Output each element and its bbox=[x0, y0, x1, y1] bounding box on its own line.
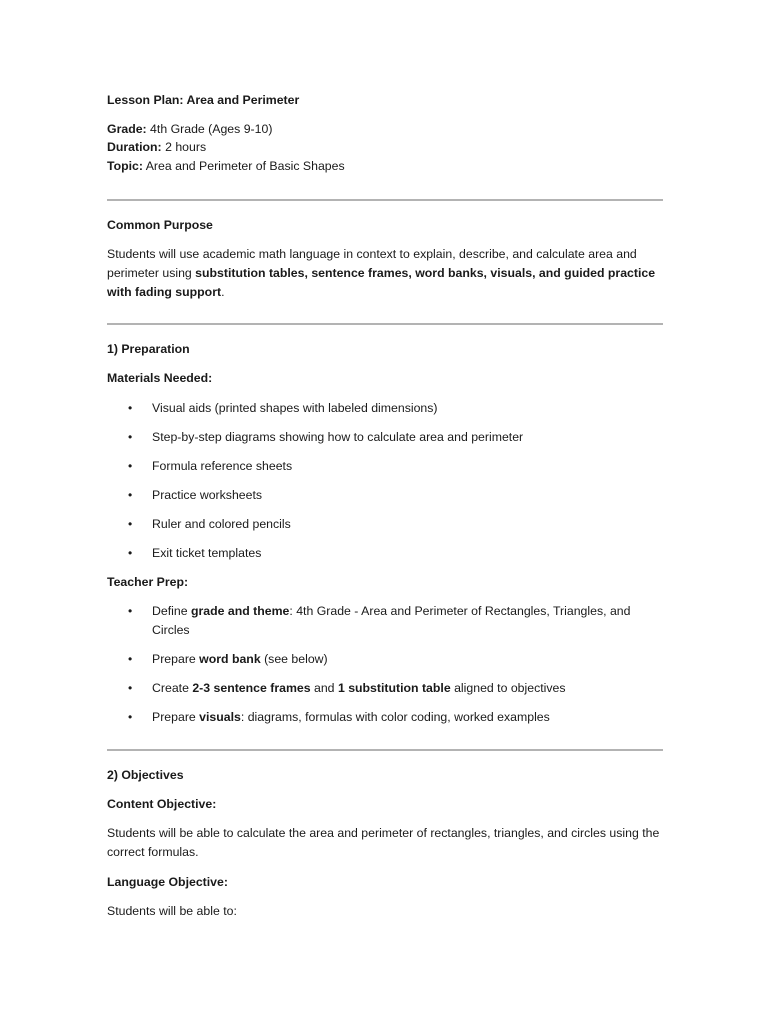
duration-value: 2 hours bbox=[161, 140, 207, 154]
purpose-text-2: . bbox=[221, 285, 225, 299]
prep-bold: 2-3 sentence frames bbox=[192, 681, 311, 695]
prep-text: Create bbox=[152, 681, 193, 695]
prep-text: (see below) bbox=[260, 652, 328, 666]
bullet-glyph: • bbox=[128, 604, 133, 618]
bullet-glyph: • bbox=[128, 401, 133, 415]
bullet-glyph: • bbox=[128, 430, 133, 444]
list-item bbox=[152, 679, 657, 698]
prep-text: Prepare bbox=[152, 710, 200, 724]
topic-value: Area and Perimeter of Basic Shapes bbox=[142, 159, 345, 173]
prep-text: : diagrams, formulas with color coding, worked examples bbox=[240, 710, 550, 724]
list-item: Practice worksheets bbox=[152, 488, 263, 502]
divider bbox=[107, 749, 663, 751]
divider bbox=[107, 199, 663, 201]
prep-bold: visuals bbox=[199, 710, 241, 724]
list-item: Exit ticket templates bbox=[152, 546, 262, 560]
teacher-prep-heading: Teacher Prep: bbox=[107, 575, 189, 589]
prep-text: : 4th Grade - Area and Perimeter of Rectangles, Triangles, and Circles bbox=[152, 604, 631, 637]
language-objective-text: Students will be able to: bbox=[107, 904, 237, 918]
purpose-text-bold: substitution tables, sentence frames, word banks, visuals, and guided practice with fading support bbox=[107, 266, 656, 299]
topic-label: Topic: bbox=[107, 159, 143, 173]
bullet-glyph: • bbox=[128, 546, 133, 560]
duration-label: Duration: bbox=[107, 140, 162, 154]
list-item bbox=[152, 602, 657, 640]
prep-bold: 1 substitution table bbox=[337, 681, 451, 695]
prep-bold: word bank bbox=[199, 652, 261, 666]
list-item bbox=[152, 708, 657, 727]
bullet-glyph: • bbox=[128, 652, 133, 666]
divider bbox=[107, 323, 663, 325]
list-item: Formula reference sheets bbox=[152, 459, 293, 473]
content-objective-heading: Content Objective: bbox=[107, 797, 217, 811]
bullet-glyph: • bbox=[128, 710, 133, 724]
list-item bbox=[152, 650, 657, 669]
list-item: Ruler and colored pencils bbox=[152, 517, 291, 531]
bullet-glyph: • bbox=[128, 681, 133, 695]
grade-line bbox=[107, 120, 272, 139]
common-purpose-heading: Common Purpose bbox=[107, 218, 213, 232]
grade-value: 4th Grade (Ages 9-10) bbox=[146, 122, 273, 136]
bullet-glyph: • bbox=[128, 517, 133, 531]
purpose-text-1: Students will use academic math language in context to explain, describe, and calculate area and perimeter using bbox=[107, 247, 637, 280]
preparation-heading: 1) Preparation bbox=[107, 342, 190, 356]
prep-text: and bbox=[310, 681, 338, 695]
topic-line bbox=[107, 157, 345, 176]
duration-line bbox=[107, 138, 206, 157]
prep-text: Prepare bbox=[152, 652, 200, 666]
materials-heading: Materials Needed: bbox=[107, 371, 213, 385]
grade-label: Grade: bbox=[107, 122, 147, 136]
lesson-title: Lesson Plan: Area and Perimeter bbox=[107, 93, 300, 107]
prep-text: Define bbox=[152, 604, 191, 618]
list-item: Step-by-step diagrams showing how to calculate area and perimeter bbox=[152, 430, 524, 444]
bullet-glyph: • bbox=[128, 459, 133, 473]
content-objective-text: Students will be able to calculate the area and perimeter of rectangles, triangles, and circles using the correct formulas. bbox=[107, 826, 660, 859]
objectives-heading: 2) Objectives bbox=[107, 768, 184, 782]
language-objective-heading: Language Objective: bbox=[107, 875, 228, 889]
list-item: Visual aids (printed shapes with labeled dimensions) bbox=[152, 401, 438, 415]
bullet-glyph: • bbox=[128, 488, 133, 502]
prep-bold: grade and theme bbox=[190, 604, 290, 618]
common-purpose-text bbox=[107, 245, 663, 302]
prep-text: aligned to objectives bbox=[450, 681, 566, 695]
